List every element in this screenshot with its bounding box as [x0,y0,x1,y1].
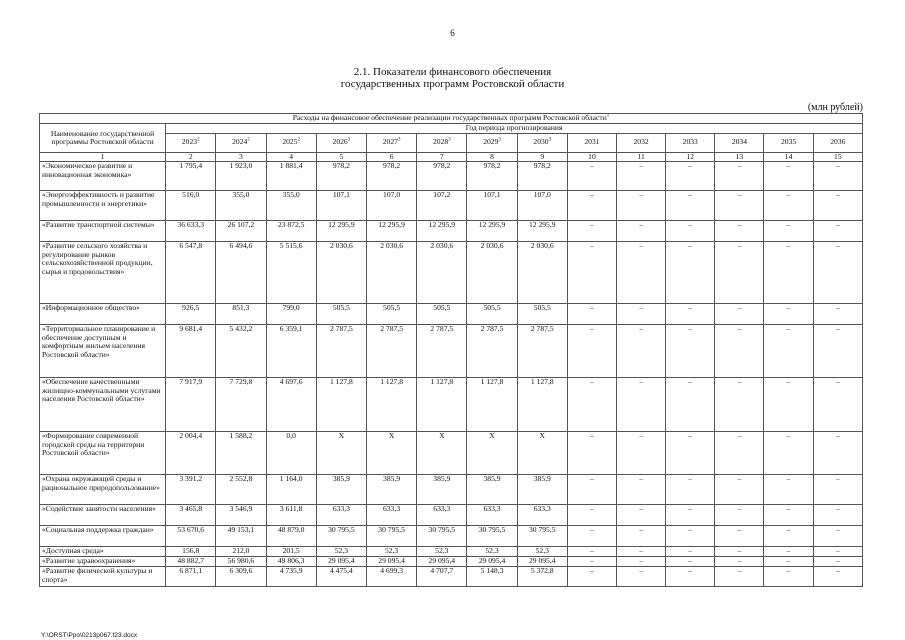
empty-value-cell: – [617,475,666,505]
year-label: 2034 [731,137,747,147]
program-name-cell: «Развитие сельского хозяйства и регулирование рынков сельскохозяйственной продукции, сырья и продовольствия» [40,242,166,304]
value-cell: 0,0 [266,432,316,475]
table-row [40,304,863,325]
column-number-cell: 10 [567,152,616,162]
value-cell: 4 735,9 [266,567,316,587]
empty-value-cell: – [764,304,813,325]
value-cell: 52,3 [517,547,567,557]
empty-value-cell: – [666,505,715,526]
column-number-cell: 14 [764,152,813,162]
value-cell: 1 127,8 [316,378,366,432]
value-cell: 1 795,4 [166,162,216,191]
value-cell: Х [517,432,567,475]
program-name-cell: «Развитие физической культуры и спорта» [40,567,166,587]
year-header-cell [567,133,616,152]
year-footnote: 3 [397,137,401,143]
value-cell: 6 309,6 [216,567,266,587]
year-label: 2026 [332,137,348,147]
value-cell: 1 127,8 [366,378,416,432]
value-cell: 799,0 [266,304,316,325]
value-cell: 978,2 [366,162,416,191]
year-label: 2025 [282,137,298,147]
column-number-cell: 12 [666,152,715,162]
column-number-cell: 3 [216,152,266,162]
empty-value-cell: – [813,242,862,304]
value-cell: 52,3 [366,547,416,557]
value-cell: 4 707,7 [417,567,467,587]
page-number: 6 [450,28,455,38]
value-cell: Х [417,432,467,475]
empty-value-cell: – [813,191,862,221]
empty-value-cell: – [715,325,764,378]
program-name-cell: «Развитие здравоохранения» [40,557,166,567]
value-cell: 516,0 [166,191,216,221]
empty-value-cell: – [567,547,616,557]
program-name-cell: «Информационное общество» [40,304,166,325]
value-cell: 4 699,3 [366,567,416,587]
value-cell: 6 359,1 [266,325,316,378]
header-row-numbers [40,152,863,162]
empty-value-cell: – [666,547,715,557]
year-footnote: 2 [197,137,200,143]
empty-value-cell: – [764,325,813,378]
empty-value-cell: – [567,162,616,191]
year-header-cell [617,133,666,152]
value-cell: 1 127,8 [417,378,467,432]
value-cell: 385,9 [417,475,467,505]
year-label: 2024 [232,137,248,147]
empty-value-cell: – [764,505,813,526]
year-header-cell [266,133,316,152]
value-cell: 2 787,5 [366,325,416,378]
year-label: 2032 [633,137,649,147]
value-cell: 633,3 [467,505,517,526]
value-cell: 5 432,2 [216,325,266,378]
program-name-cell: «Энергоэффективность и развитие промышленности и энергетики» [40,191,166,221]
value-cell: 107,0 [517,191,567,221]
column-number-cell: 15 [813,152,862,162]
year-header-cell [517,133,567,152]
value-cell: 56 980,6 [216,557,266,567]
value-cell: 978,2 [467,162,517,191]
empty-value-cell: – [567,191,616,221]
value-cell: 29 095,4 [417,557,467,567]
value-cell: 3 611,8 [266,505,316,526]
header-row-top [40,114,863,124]
header-top-cell [40,114,863,124]
value-cell: 2 787,5 [517,325,567,378]
year-header-cell [764,133,813,152]
header-top-text: Расходы на финансовое обеспечение реализации государственных программ Ростовской области [292,113,607,123]
value-cell: 633,3 [366,505,416,526]
empty-value-cell: – [617,162,666,191]
empty-value-cell: – [715,432,764,475]
empty-value-cell: – [666,221,715,242]
value-cell: 505,5 [316,304,366,325]
value-cell: 1 127,8 [517,378,567,432]
value-cell: 633,3 [517,505,567,526]
year-label: 2033 [682,137,698,147]
program-name-cell: «Обеспечение качественными жилищно-коммунальными услугами населения Ростовской области» [40,378,166,432]
finance-table [39,113,863,587]
year-label: 2028 [432,137,449,147]
year-label: 2035 [780,137,797,147]
table-row [40,547,863,557]
value-cell: 1 588,2 [216,432,266,475]
empty-value-cell: – [617,304,666,325]
year-footnote: 3 [498,137,501,143]
value-cell: 505,5 [467,304,517,325]
empty-value-cell: – [567,505,616,526]
empty-value-cell: – [567,325,616,378]
program-name-cell: «Охрана окружающей среды и рациональное природопользование» [40,475,166,505]
footer-path: Y:\ORST\Ppo\0213p067.f23.docx [41,632,138,639]
value-cell: 851,3 [216,304,266,325]
empty-value-cell: – [813,325,862,378]
value-cell: 30 795,5 [316,526,366,547]
header-row-period [40,124,863,134]
empty-value-cell: – [764,475,813,505]
empty-value-cell: – [764,191,813,221]
empty-value-cell: – [715,475,764,505]
empty-value-cell: – [567,557,616,567]
empty-value-cell: – [567,475,616,505]
value-cell: 23 872,5 [266,221,316,242]
value-cell: 926,5 [166,304,216,325]
year-header-cell [417,133,467,152]
value-cell: 978,2 [417,162,467,191]
empty-value-cell: – [813,221,862,242]
value-cell: 2 030,6 [517,242,567,304]
empty-value-cell: – [666,557,715,567]
value-cell: 3 465,8 [166,505,216,526]
value-cell: 385,9 [366,475,416,505]
title-line-1: 2.1. Показатели финансового обеспечения [353,66,552,78]
value-cell: 12 295,9 [417,221,467,242]
empty-value-cell: – [813,505,862,526]
year-footnote: 3 [548,137,552,143]
value-cell: 107,0 [366,191,416,221]
value-cell: 7 917,9 [166,378,216,432]
value-cell: 1 923,0 [216,162,266,191]
value-cell: 2 787,5 [316,325,366,378]
empty-value-cell: – [617,547,666,557]
empty-value-cell: – [715,567,764,587]
empty-value-cell: – [764,557,813,567]
value-cell: 12 295,9 [467,221,517,242]
empty-value-cell: – [764,526,813,547]
year-label: 2029 [483,137,499,147]
value-cell: 633,3 [316,505,366,526]
value-cell: 3 391,2 [166,475,216,505]
value-cell: 2 552,8 [216,475,266,505]
value-cell: 29 095,4 [366,557,416,567]
value-cell: 385,9 [316,475,366,505]
program-name-cell: «Доступная среда» [40,547,166,557]
year-header-cell [216,133,266,152]
table-row [40,191,863,221]
year-label: 2030 [533,137,549,147]
empty-value-cell: – [617,567,666,587]
empty-value-cell: – [666,242,715,304]
value-cell: 6 871,1 [166,567,216,587]
year-header-cell [813,133,862,152]
empty-value-cell: – [813,304,862,325]
empty-value-cell: – [715,221,764,242]
empty-value-cell: – [813,162,862,191]
value-cell: 30 795,5 [366,526,416,547]
table-row [40,221,863,242]
value-cell: 52,3 [316,547,366,557]
empty-value-cell: – [813,475,862,505]
value-cell: 978,2 [316,162,366,191]
table-row [40,325,863,378]
value-cell: 30 795,5 [517,526,567,547]
empty-value-cell: – [715,378,764,432]
value-cell: 156,8 [166,547,216,557]
column-number-cell: 4 [266,152,316,162]
empty-value-cell: – [567,304,616,325]
year-label: 2023 [181,137,198,147]
value-cell: 505,5 [366,304,416,325]
empty-value-cell: – [666,378,715,432]
empty-value-cell: – [617,191,666,221]
header-period-cell: Год периода прогнозирования [166,124,863,134]
value-cell: 505,5 [517,304,567,325]
empty-value-cell: – [666,191,715,221]
year-footnote: 2 [297,137,300,143]
value-cell: 355,0 [266,191,316,221]
program-name-cell: «Экономическое развитие и инновационная экономика» [40,162,166,191]
empty-value-cell: – [715,526,764,547]
value-cell: 107,1 [467,191,517,221]
section-title [0,66,905,90]
header-top-sup: 1 [606,113,610,119]
year-label: 2031 [584,137,600,147]
value-cell: 52,3 [467,547,517,557]
value-cell: 6 547,8 [166,242,216,304]
empty-value-cell: – [715,505,764,526]
year-footnote: 3 [347,137,351,143]
year-label: 2027 [382,137,398,147]
value-cell: 48 879,0 [266,526,316,547]
empty-value-cell: – [764,162,813,191]
empty-value-cell: – [715,304,764,325]
value-cell: 48 882,7 [166,557,216,567]
empty-value-cell: – [617,505,666,526]
column-number-cell: 11 [617,152,666,162]
table-row [40,378,863,432]
program-name-cell: «Социальная поддержка граждан» [40,526,166,547]
value-cell: 107,1 [316,191,366,221]
empty-value-cell: – [764,242,813,304]
value-cell: 385,9 [517,475,567,505]
year-footnote: 3 [448,137,451,143]
column-number-cell: 13 [715,152,764,162]
year-header-cell [666,133,715,152]
value-cell: 3 546,9 [216,505,266,526]
table-row [40,505,863,526]
empty-value-cell: – [617,242,666,304]
empty-value-cell: – [813,557,862,567]
empty-value-cell: – [666,325,715,378]
empty-value-cell: – [715,557,764,567]
value-cell: 12 295,9 [316,221,366,242]
column-number-cell: 7 [417,152,467,162]
value-cell: 2 030,6 [366,242,416,304]
empty-value-cell: – [813,547,862,557]
value-cell: 2 030,6 [467,242,517,304]
value-cell: 5 148,3 [467,567,517,587]
program-name-cell: «Развитие транспортной системы» [40,221,166,242]
empty-value-cell: – [567,378,616,432]
value-cell: 49 153,1 [216,526,266,547]
empty-value-cell: – [567,526,616,547]
empty-value-cell: – [715,242,764,304]
program-name-cell: «Содействие занятости населения» [40,505,166,526]
empty-value-cell: – [715,191,764,221]
table-row [40,557,863,567]
empty-value-cell: – [813,432,862,475]
empty-value-cell: – [764,221,813,242]
year-header-cell [467,133,517,152]
empty-value-cell: – [666,475,715,505]
header-name-cell: Наименование государственной программы Ростовской области [40,124,166,153]
column-number-cell: 6 [366,152,416,162]
empty-value-cell: – [617,378,666,432]
empty-value-cell: – [666,526,715,547]
empty-value-cell: – [617,325,666,378]
value-cell: 12 295,9 [366,221,416,242]
year-footnote: 2 [247,137,250,143]
year-header-cell [316,133,366,152]
column-number-cell: 8 [467,152,517,162]
units-label: (млн рублей) [807,102,863,113]
column-number-cell: 5 [316,152,366,162]
value-cell: 53 670,6 [166,526,216,547]
empty-value-cell: – [567,432,616,475]
empty-value-cell: – [666,162,715,191]
table-row [40,567,863,587]
value-cell: 6 494,6 [216,242,266,304]
empty-value-cell: – [617,557,666,567]
value-cell: Х [467,432,517,475]
value-cell: 4 697,6 [266,378,316,432]
value-cell: 2 030,6 [316,242,366,304]
title-line-2: государственных программ Ростовской области [340,78,565,90]
value-cell: 26 107,2 [216,221,266,242]
value-cell: 30 795,5 [417,526,467,547]
empty-value-cell: – [813,567,862,587]
value-cell: 385,9 [467,475,517,505]
empty-value-cell: – [813,378,862,432]
empty-value-cell: – [764,567,813,587]
value-cell: 29 095,4 [517,557,567,567]
empty-value-cell: – [567,221,616,242]
value-cell: 5 372,8 [517,567,567,587]
table-row [40,475,863,505]
value-cell: 29 095,4 [467,557,517,567]
value-cell: 2 004,4 [166,432,216,475]
value-cell: 12 295,9 [517,221,567,242]
value-cell: 49 806,3 [266,557,316,567]
value-cell: 9 681,4 [166,325,216,378]
year-header-cell [366,133,416,152]
value-cell: 29 095,4 [316,557,366,567]
value-cell: 2 787,5 [467,325,517,378]
value-cell: 52,3 [417,547,467,557]
program-name-cell: «Территориальное планирование и обеспечение доступным и комфортным жильем населения Ростовской области» [40,325,166,378]
empty-value-cell: – [567,242,616,304]
value-cell: 30 795,5 [467,526,517,547]
table-row [40,242,863,304]
year-header-cell [715,133,764,152]
value-cell: 7 729,8 [216,378,266,432]
empty-value-cell: – [666,304,715,325]
empty-value-cell: – [617,221,666,242]
year-header-cell [166,133,216,152]
value-cell: Х [316,432,366,475]
empty-value-cell: – [764,432,813,475]
column-number-cell: 2 [166,152,216,162]
year-label: 2036 [830,137,846,147]
value-cell: 355,0 [216,191,266,221]
table-row [40,162,863,191]
empty-value-cell: – [666,432,715,475]
value-cell: 1 881,4 [266,162,316,191]
column-number-cell: 9 [517,152,567,162]
column-number-cell: 1 [40,152,166,162]
value-cell: 36 633,3 [166,221,216,242]
empty-value-cell: – [617,432,666,475]
empty-value-cell: – [715,547,764,557]
empty-value-cell: – [666,567,715,587]
value-cell: 2 787,5 [417,325,467,378]
value-cell: 4 475,4 [316,567,366,587]
value-cell: 978,2 [517,162,567,191]
value-cell: 5 515,6 [266,242,316,304]
empty-value-cell: – [715,162,764,191]
table-row [40,526,863,547]
empty-value-cell: – [617,526,666,547]
value-cell: 505,5 [417,304,467,325]
value-cell: Х [366,432,416,475]
value-cell: 1 164,0 [266,475,316,505]
empty-value-cell: – [567,567,616,587]
table-row [40,432,863,475]
empty-value-cell: – [764,378,813,432]
value-cell: 1 127,8 [467,378,517,432]
value-cell: 201,5 [266,547,316,557]
value-cell: 107,2 [417,191,467,221]
program-name-cell: «Формирование современной городской среды на территории Ростовской области» [40,432,166,475]
value-cell: 212,0 [216,547,266,557]
empty-value-cell: – [764,547,813,557]
value-cell: 633,3 [417,505,467,526]
value-cell: 2 030,6 [417,242,467,304]
empty-value-cell: – [813,526,862,547]
